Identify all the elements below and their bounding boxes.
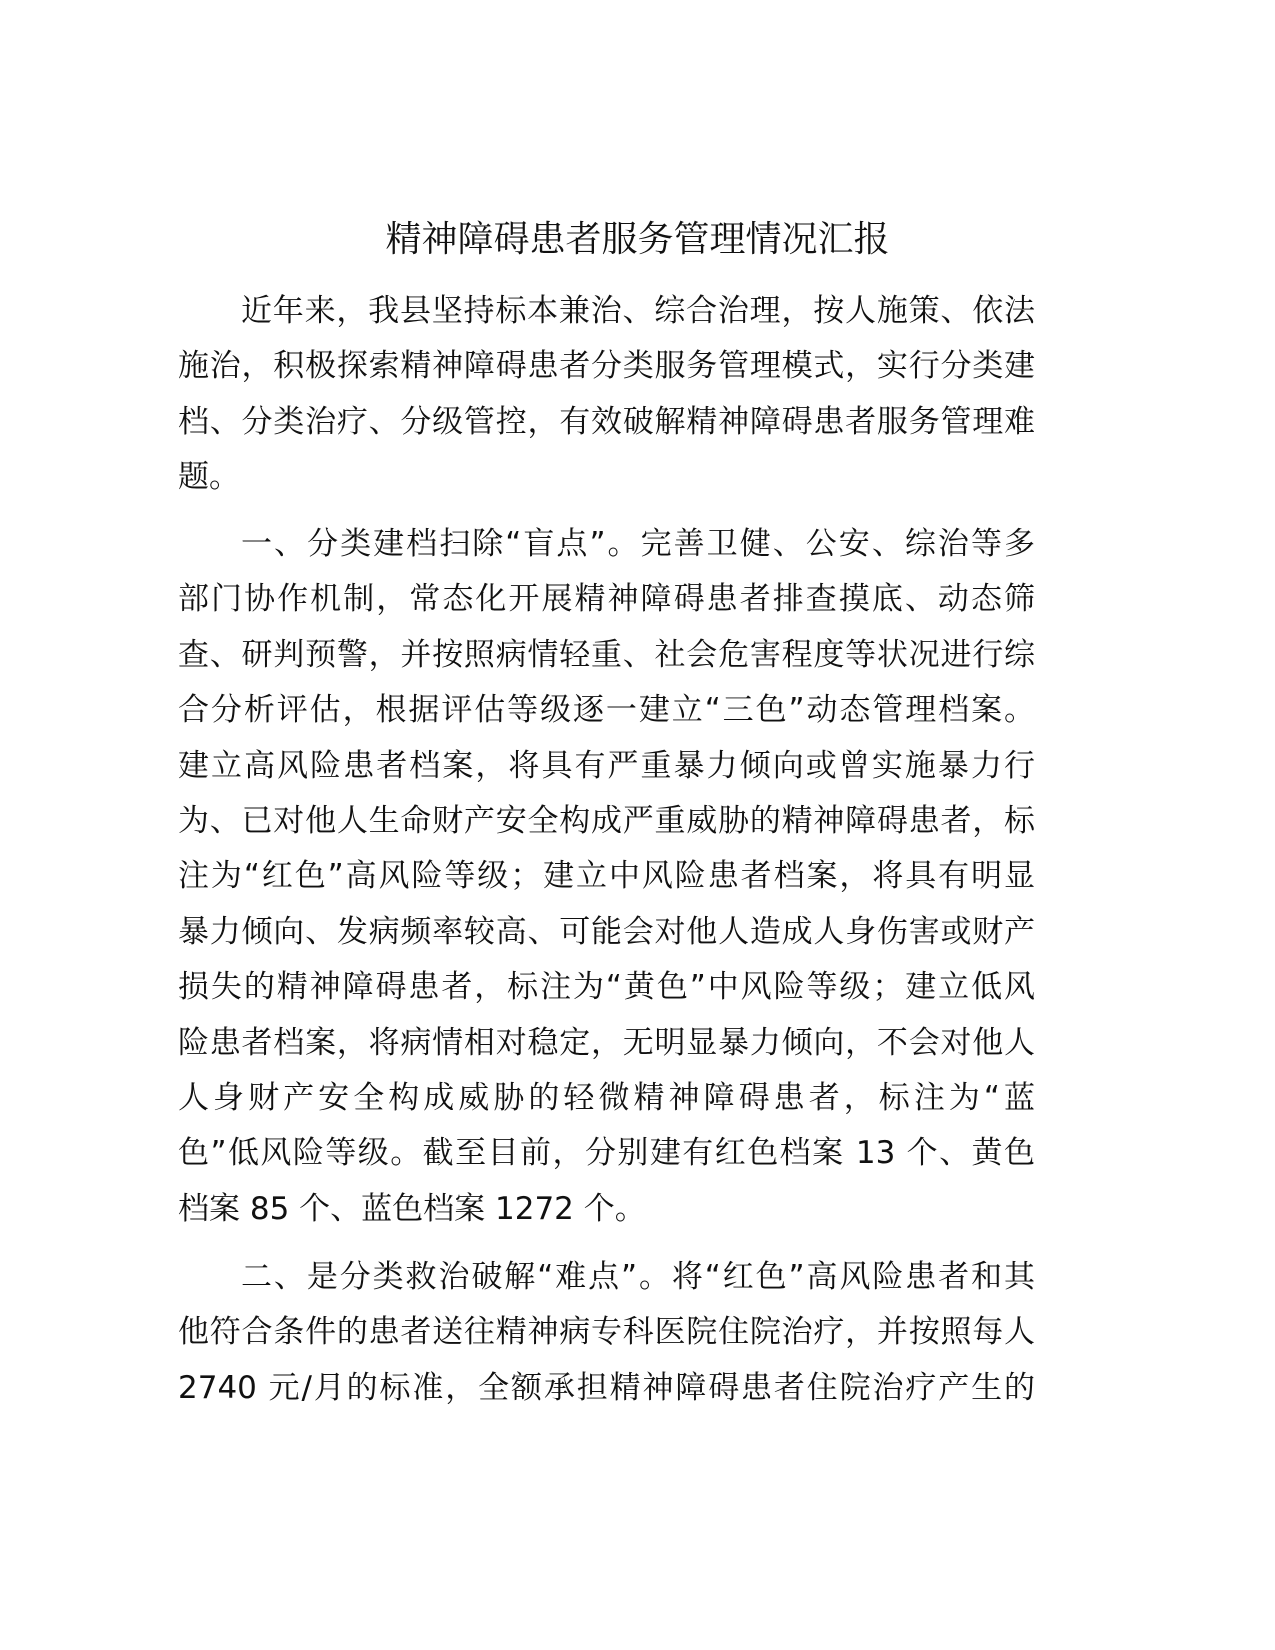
text-line: 施治，积极探索精神障碍患者分类服务管理模式，实行分类建: [178, 348, 1035, 385]
text-line: 人身财产安全构成威胁的轻微精神障碍患者，标注为“蓝: [178, 1079, 1035, 1116]
text-line: 色”低风险等级。截至目前，分别建有红色档案 13 个、黄色: [178, 1135, 1035, 1172]
text-line: 注为“红色”高风险等级；建立中风险患者档案，将具有明显: [178, 858, 1035, 895]
text-line: 合分析评估，根据评估等级逐一建立“三色”动态管理档案。: [178, 692, 1035, 729]
text-line: 2740 元/月的标准，全额承担精神障碍患者住院治疗产生的: [178, 1369, 1035, 1406]
paragraph-intro: [178, 284, 1035, 506]
text-line: 险患者档案，将病情相对稳定，无明显暴力倾向，不会对他人: [178, 1024, 1035, 1061]
text-line: 损失的精神障碍患者，标注为“黄色”中风险等级；建立低风: [178, 969, 1035, 1006]
text-line: 暴力倾向、发病频率较高、可能会对他人造成人身伤害或财产: [178, 913, 1035, 950]
text-line: 近年来，我县坚持标本兼治、综合治理，按人施策、依法: [241, 293, 1035, 329]
text-line: 部门协作机制，常态化开展精神障碍患者排查摸底、动态筛: [178, 581, 1035, 618]
text-line: 二、是分类救治破解“难点”。将“红色”高风险患者和其: [241, 1259, 1035, 1295]
text-line: 他符合条件的患者送往精神病专科医院住院治疗，并按照每人: [178, 1314, 1035, 1351]
text-line: 档案 85 个、蓝色档案 1272 个。: [178, 1190, 646, 1227]
text-line: 查、研判预警，并按照病情轻重、社会危害程度等状况进行综: [178, 636, 1035, 673]
text-line: 建立高风险患者档案，将具有严重暴力倾向或曾实施暴力行: [178, 747, 1035, 784]
paragraph-section-1: [178, 517, 1035, 1237]
text-line: 为、已对他人生命财产安全构成严重威胁的精神障碍患者，标: [178, 802, 1035, 839]
paragraph-section-2: [178, 1250, 1035, 1416]
document-title: 精神障碍患者服务管理情况汇报: [385, 219, 890, 260]
text-line: 题。: [178, 459, 240, 496]
text-line: 档、分类治疗、分级管控，有效破解精神障碍患者服务管理难: [178, 403, 1035, 440]
text-line: 一、分类建档扫除“盲点”。完善卫健、公安、综治等多: [241, 526, 1035, 562]
